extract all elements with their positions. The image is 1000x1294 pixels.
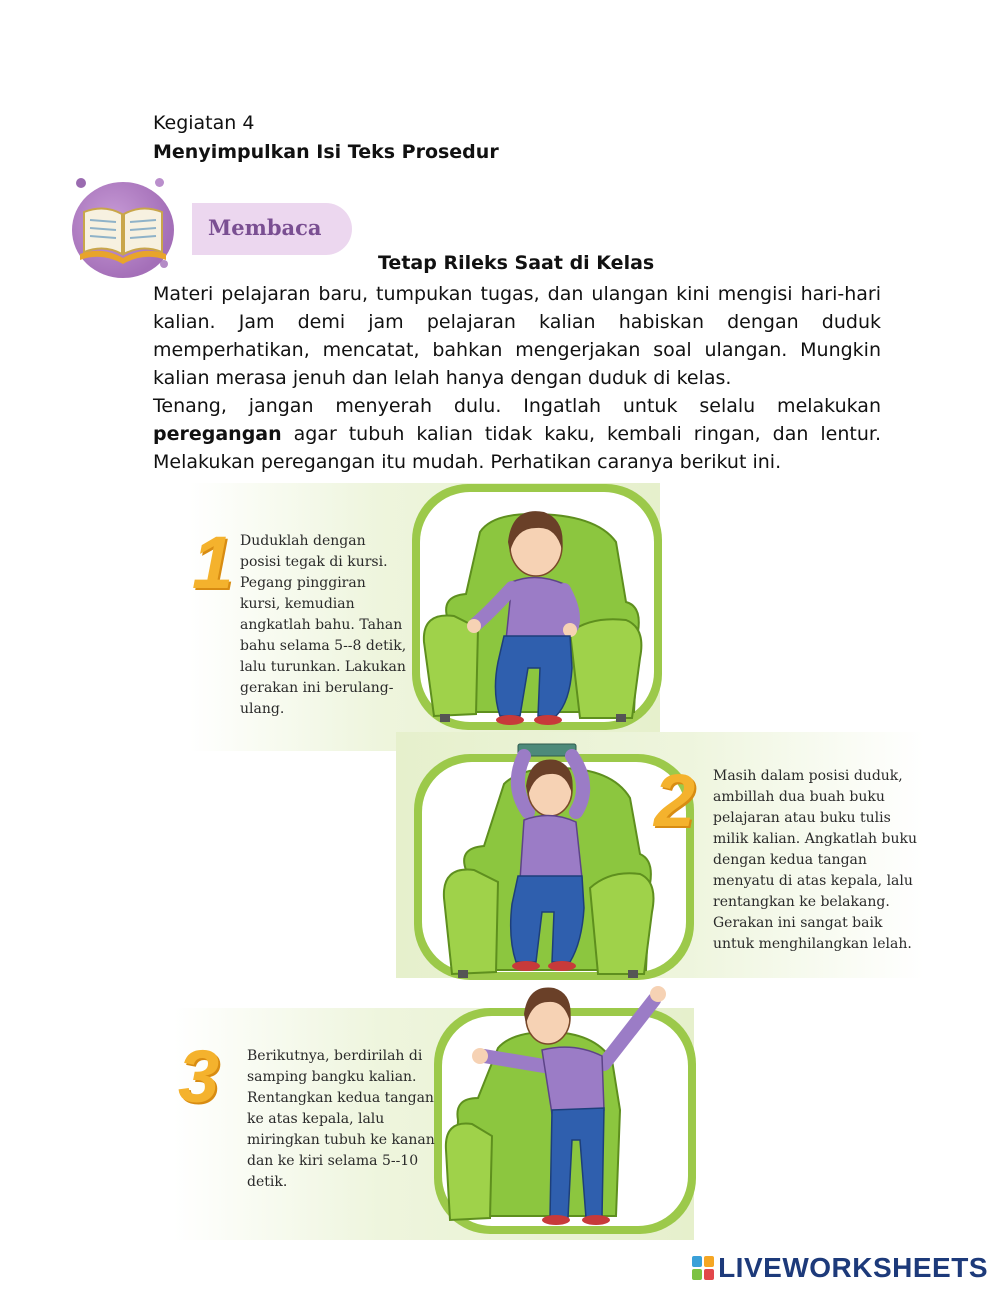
paragraph-2: [153, 392, 881, 476]
keyword-peregangan: peregangan: [153, 423, 282, 445]
step-2-text: Masih dalam posisi duduk, ambillah dua buah buku pelajaran atau buku tulis milik kalian. Angkatlah buku dengan kedua tangan menyatu di atas kepala, lalu rentangkan ke belakang. Gerakan ini sangat baik untuk menghilangkan lelah.: [713, 768, 918, 952]
step-1-text: Duduklah dengan posisi tegak di kursi. Pegang pinggiran kursi, kemudian angkatlah bahu. Tahan bahu selama 5--8 detik, lalu turunkan. Lakukan gerakan ini berulang-ulang.: [240, 533, 407, 717]
paragraph-2-start: Tenang, jangan menyerah dulu. Ingatlah untuk selalu melakukan: [153, 395, 881, 417]
activity-subtitle: Menyimpulkan Isi Teks Prosedur: [153, 141, 499, 163]
badge-label: Membaca: [208, 215, 322, 240]
open-book-icon: [72, 182, 174, 278]
article-title: Tetap Rileks Saat di Kelas: [378, 252, 655, 274]
step-3-text: Berikutnya, berdirilah di samping bangku kalian. Rentangkan kedua tangan ke atas kepala, lalu miringkan tubuh ke kanan dan ke kiri selama 5--10 detik.: [247, 1048, 435, 1190]
step-2-number: 2: [654, 759, 696, 842]
step-1-number: 1: [192, 521, 234, 604]
sitting-girl-illustration: [420, 492, 654, 728]
book-lift-illustration: [440, 742, 664, 980]
activity-label: Kegiatan 4: [153, 112, 255, 134]
paragraph-1: Materi pelajaran baru, tumpukan tugas, dan ulangan kini mengisi hari-hari kalian. Jam demi jam pelajaran kalian habiskan dengan duduk memperhatikan, mencatat, bahkan mengerjakan soal ulangan. Mungkin kalian merasa jenuh dan lelah hanya dengan duduk di kelas.: [153, 283, 881, 389]
liveworksheets-logo-icon: [692, 1256, 714, 1280]
standing-stretch-illustration: [444, 980, 684, 1230]
step-3-number: 3: [178, 1035, 220, 1118]
liveworksheets-brand[interactable]: LIVEWORKSHEETS: [718, 1252, 988, 1283]
paragraph-2-end: agar tubuh kalian tidak kaku, kembali ringan, dan lentur. Melakukan peregangan itu mudah. Perhatikan caranya berikut ini.: [153, 423, 881, 473]
